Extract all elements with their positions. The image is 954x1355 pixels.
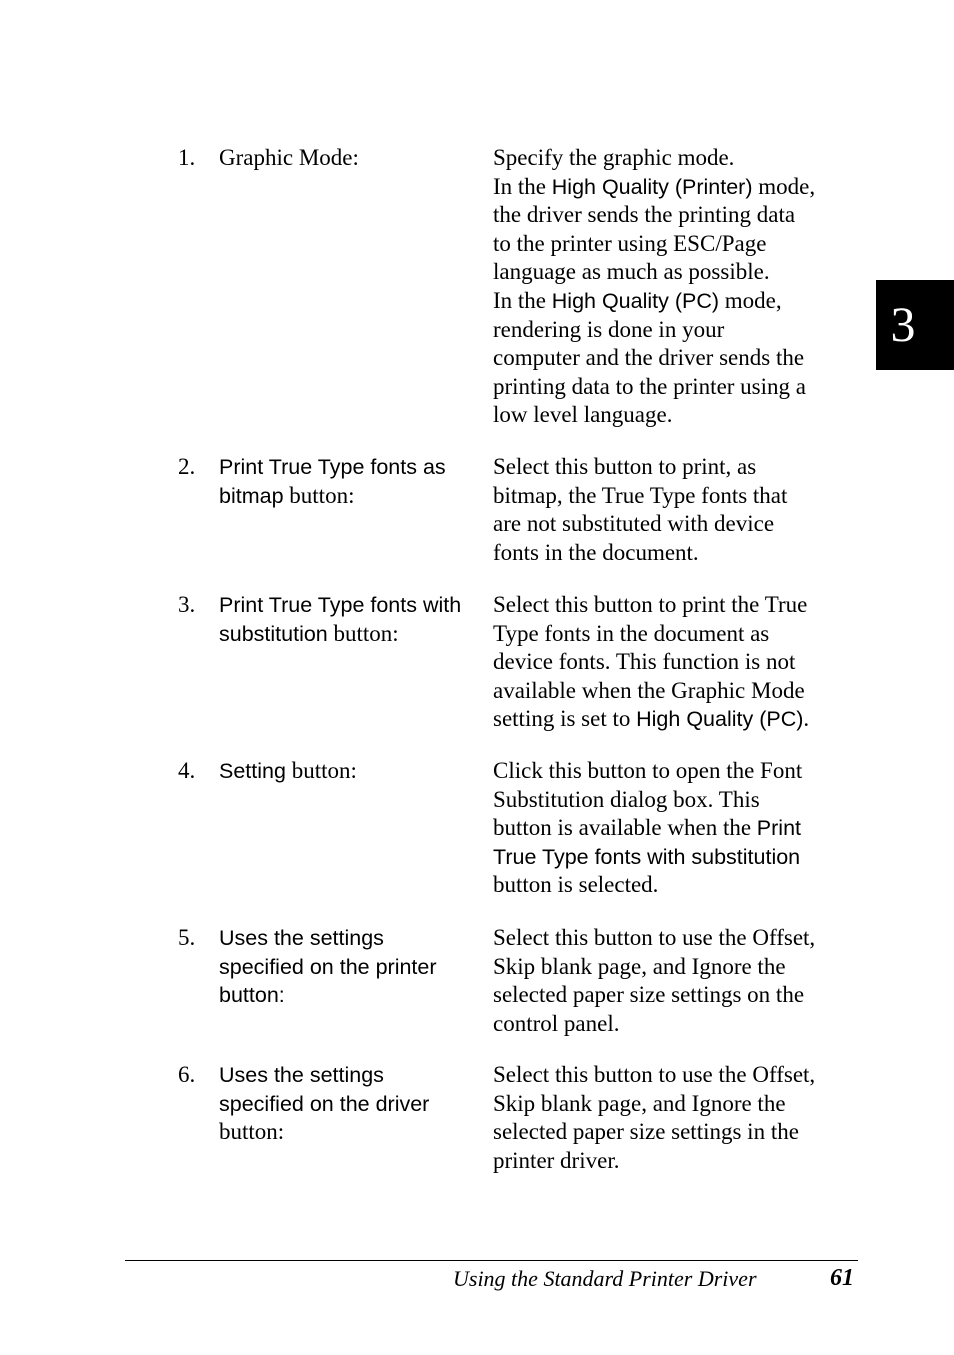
description-line: [493, 144, 868, 173]
item-description: [493, 144, 868, 430]
term-text: button:: [283, 482, 355, 508]
term-text: substitution: [219, 621, 328, 646]
term-line: [219, 144, 491, 173]
term-line: [219, 591, 491, 620]
description-text: High Quality (Printer): [551, 174, 753, 199]
description-text: Print: [756, 816, 802, 841]
description-text: Skip blank page, and Ignore the: [493, 1090, 786, 1116]
description-line: [493, 814, 868, 843]
description-text: selected paper size settings in the: [493, 1119, 799, 1145]
description-line: [493, 510, 868, 539]
term-text: specified on the driver: [219, 1091, 430, 1116]
item-term: [219, 144, 491, 173]
description-text: mode,: [752, 173, 816, 199]
term-line: [219, 981, 491, 1010]
description-line: [493, 1147, 868, 1176]
description-line: [493, 258, 868, 287]
description-text: True Type fonts with substitution: [493, 844, 801, 869]
description-line: [493, 287, 868, 316]
description-text: device fonts. This function is not: [493, 649, 796, 675]
description-line: [493, 1118, 868, 1147]
description-text: High Quality (PC): [551, 288, 720, 313]
footer-rule: [125, 1260, 858, 1261]
term-line: [219, 757, 491, 786]
description-text: .: [803, 706, 810, 732]
description-line: [493, 786, 868, 815]
item-number: 2.: [178, 454, 196, 479]
description-line: [493, 539, 868, 568]
term-text: button:: [219, 983, 285, 1008]
item-number: 5.: [178, 925, 196, 950]
description-text: low level language.: [493, 402, 673, 428]
item-number: 3.: [178, 592, 196, 617]
description-line: [493, 401, 868, 430]
description-text: In the: [493, 173, 552, 199]
description-text: setting is set to: [493, 706, 637, 732]
description-line: [493, 1010, 868, 1039]
description-line: [493, 173, 868, 202]
description-text: High Quality (PC): [636, 707, 804, 732]
term-text: Print True Type fonts as: [219, 455, 446, 479]
item-description: [493, 1061, 868, 1175]
term-text: button:: [327, 620, 399, 646]
item-term: [219, 1061, 491, 1147]
item-description: [493, 591, 868, 734]
term-text: Print True Type fonts with: [219, 593, 462, 617]
term-text: Uses the settings: [219, 926, 384, 950]
description-text: bitmap, the True Type fonts that: [493, 482, 788, 508]
term-line: [219, 453, 491, 482]
description-text: Select this button to use the Offset,: [493, 925, 816, 950]
description-line: [493, 1061, 868, 1090]
description-text: language as much as possible.: [493, 259, 770, 285]
description-text: Click this button to open the Font: [493, 758, 803, 783]
description-text: are not substituted with device: [493, 511, 775, 537]
term-line: [219, 1118, 491, 1147]
term-text: Uses the settings: [219, 1063, 384, 1087]
term-text: Graphic Mode:: [219, 145, 359, 170]
item-description: [493, 453, 868, 567]
description-line: [493, 453, 868, 482]
description-line: [493, 316, 868, 345]
description-text: computer and the driver sends the: [493, 345, 805, 371]
chapter-tab-number: 3: [890, 296, 916, 352]
description-text: Select this button to print the True: [493, 592, 808, 617]
description-text: Substitution dialog box. This: [493, 786, 760, 812]
description-text: button is selected.: [493, 872, 659, 898]
description-line: [493, 344, 868, 373]
description-text: printing data to the printer using a: [493, 373, 806, 399]
description-text: mode,: [719, 287, 782, 313]
term-text: Setting: [219, 759, 286, 783]
term-line: [219, 620, 491, 649]
description-line: [493, 648, 868, 677]
description-line: [493, 953, 868, 982]
description-line: [493, 591, 868, 620]
description-line: [493, 757, 868, 786]
item-number: 4.: [178, 758, 196, 783]
description-line: [493, 620, 868, 649]
description-text: rendering is done in your: [493, 316, 725, 342]
description-text: Type fonts in the document as: [493, 620, 770, 646]
item-term: [219, 453, 491, 510]
description-text: the driver sends the printing data: [493, 202, 796, 228]
description-line: [493, 482, 868, 511]
description-text: Select this button to print, as: [493, 454, 757, 479]
description-line: [493, 843, 868, 872]
description-text: to the printer using ESC/Page: [493, 230, 767, 256]
term-text: bitmap: [219, 483, 284, 508]
description-line: [493, 1090, 868, 1119]
page-number: 61: [830, 1265, 854, 1291]
description-text: Specify the graphic mode.: [493, 145, 735, 170]
term-text: specified on the printer: [219, 954, 437, 979]
description-line: [493, 871, 868, 900]
description-text: control panel.: [493, 1010, 620, 1036]
term-line: [219, 953, 491, 982]
description-text: Select this button to use the Offset,: [493, 1062, 816, 1087]
description-line: [493, 201, 868, 230]
description-text: available when the Graphic Mode: [493, 677, 805, 703]
item-number: 1.: [178, 145, 196, 170]
description-line: [493, 677, 868, 706]
term-text: button:: [285, 758, 357, 783]
item-description: [493, 924, 868, 1038]
item-number: 6.: [178, 1062, 196, 1087]
item-term: [219, 591, 491, 648]
description-text: Skip blank page, and Ignore the: [493, 953, 786, 979]
description-line: [493, 373, 868, 402]
item-term: [219, 924, 491, 1010]
description-text: printer driver.: [493, 1147, 620, 1173]
term-line: [219, 1090, 491, 1119]
description-line: [493, 981, 868, 1010]
item-description: [493, 757, 868, 900]
item-term: [219, 757, 491, 786]
description-line: [493, 230, 868, 259]
description-text: In the: [493, 287, 552, 313]
term-line: [219, 924, 491, 953]
description-text: selected paper size settings on the: [493, 982, 805, 1008]
footer-title: Using the Standard Printer Driver: [453, 1266, 757, 1291]
description-text: button is available when the: [493, 815, 757, 841]
term-line: [219, 1061, 491, 1090]
term-text: button:: [219, 1119, 285, 1145]
description-line: [493, 705, 868, 734]
description-text: fonts in the document.: [493, 539, 699, 565]
chapter-tab: [876, 280, 954, 370]
description-line: [493, 924, 868, 953]
term-line: [219, 482, 491, 511]
